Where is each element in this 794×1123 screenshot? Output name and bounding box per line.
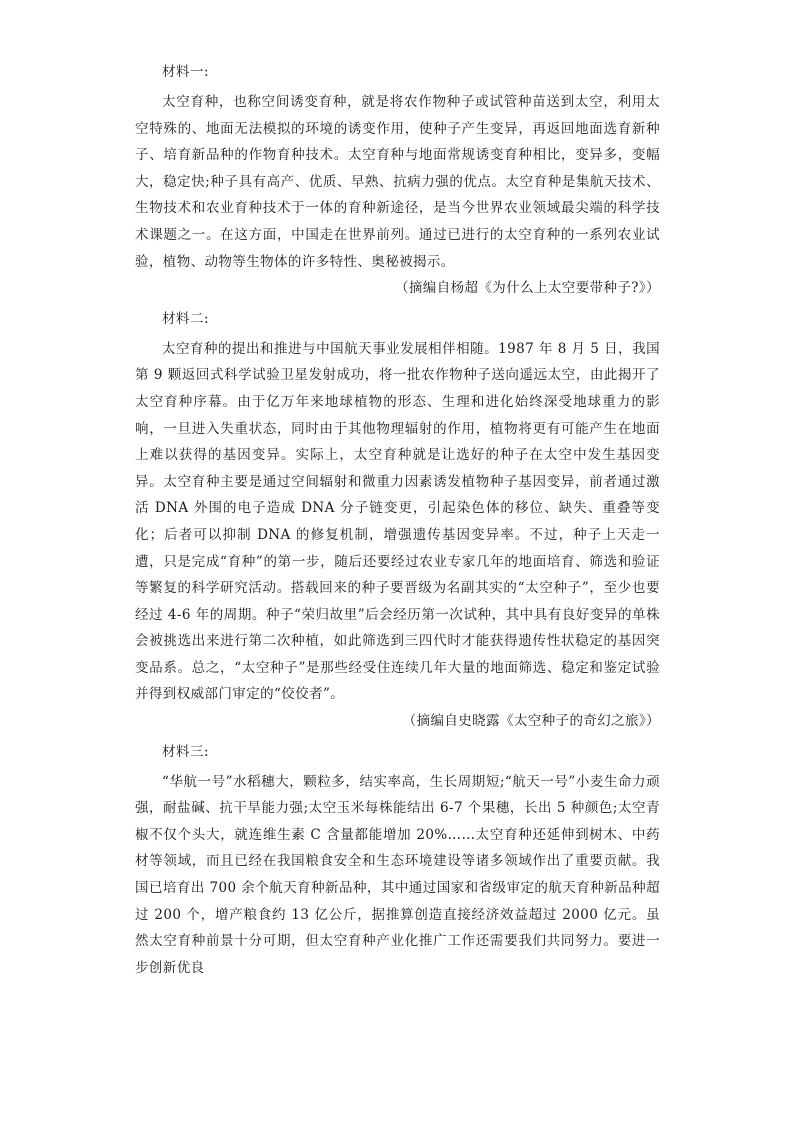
material-1-source: （摘编自杨超《为什么上太空要带种子?》）	[395, 280, 660, 297]
material-1	[135, 62, 660, 302]
material-2-heading: 材料二:	[162, 310, 210, 327]
material-3	[135, 742, 660, 982]
material-2-source: （摘编自史晓露《太空种子的奇幻之旅》）	[402, 713, 660, 730]
material-2	[135, 309, 660, 735]
material-3-heading: 材料三:	[162, 743, 210, 760]
material-1-heading: 材料一:	[162, 64, 210, 80]
material-1-paragraph: 太空育种，也称空间诱变育种，就是将农作物种子或试管种苗送到太空，利用太空特殊的、地面无法模拟的环境的诱变作用，使种子产生变异，再返回地面选育新种子、培育新品种的作物育种技术。太空育种与地面常规诱变育种相比，变异多，变幅大，稳定快;种子具有高产、优质、早熟、抗病力强的优点。太空育种是集航天技术、生物技术和农业育种技术于一体的育种新途径，是当今世界农业领域最尖端的科学技术课题之一。在这方面，中国走在世界前列。通过已进行的太空育种的一系列农业试验，植物、动物等生物体的许多特性、奥秘被揭示。	[135, 94, 660, 270]
material-3-paragraph: “华航一号”水稻穗大，颗粒多，结实率高，生长周期短;“航天一号”小麦生命力顽强，耐盐碱、抗干旱能力强;太空玉米每株能结出 6-7 个果穗，长出 5 种颜色;太空青椒不仅个头大，就连维生素 C 含量都能增加 20%……太空育种还延伸到树木、中药材等领域，而且已经在我国粮食安全和生态环境建设等诸多领域作出了重要贡献。我国已培育出 700 余个航天育种新品种，其中通过国家和省级审定的航天育种新品种超过 200 个，增产粮食约 13 亿公斤，据推算创造直接经济效益超过 2000 亿元。虽然太空育种前景十分可期，但太空育种产业化推广工作还需要我们共同努力。要进一步创新优良	[135, 773, 660, 976]
material-2-paragraph: 太空育种的提出和推进与中国航天事业发展相伴相随。1987 年 8 月 5 日，我国第 9 颗返回式科学试验卫星发射成功，将一批农作物种子送向遥远太空，由此揭开了太空育种序幕。由于亿万年来地球植物的形态、生理和进化始终深受地球重力的影响，一旦进入失重状态，同时由于其他物理辐射的作用，植物将更有可能产生在地面上难以获得的基因变异。实际上，太空育种就是让选好的种子在太空中发生基因变异。太空育种主要是通过空间辐射和微重力因素诱发植物种子基因变异，前者通过激活 DNA 外围的电子造成 DNA 分子链变更，引起染色体的移位、缺失、重叠等变化；后者可以抑制 DNA 的修复机制，增强遗传基因变异率。不过，种子上天走一遭，只是完成“育种”的第一步，随后还要经过农业专家几年的地面培育、筛选和验证等繁复的科学研究活动。搭载回来的种子要晋级为名副其实的“太空种子”，至少也要经过 4-6 年的周期。种子“荣归故里”后会经历第一次试种，其中具有良好变异的单株会被挑选出来进行第二次种植，如此筛选到三四代时才能获得遗传性状稳定的基因突变品系。总之，“太空种子”是那些经受住连续几年大量的地面筛选、稳定和鉴定试验并得到权威部门审定的“佼佼者”。	[135, 340, 660, 703]
document-page	[135, 62, 660, 981]
